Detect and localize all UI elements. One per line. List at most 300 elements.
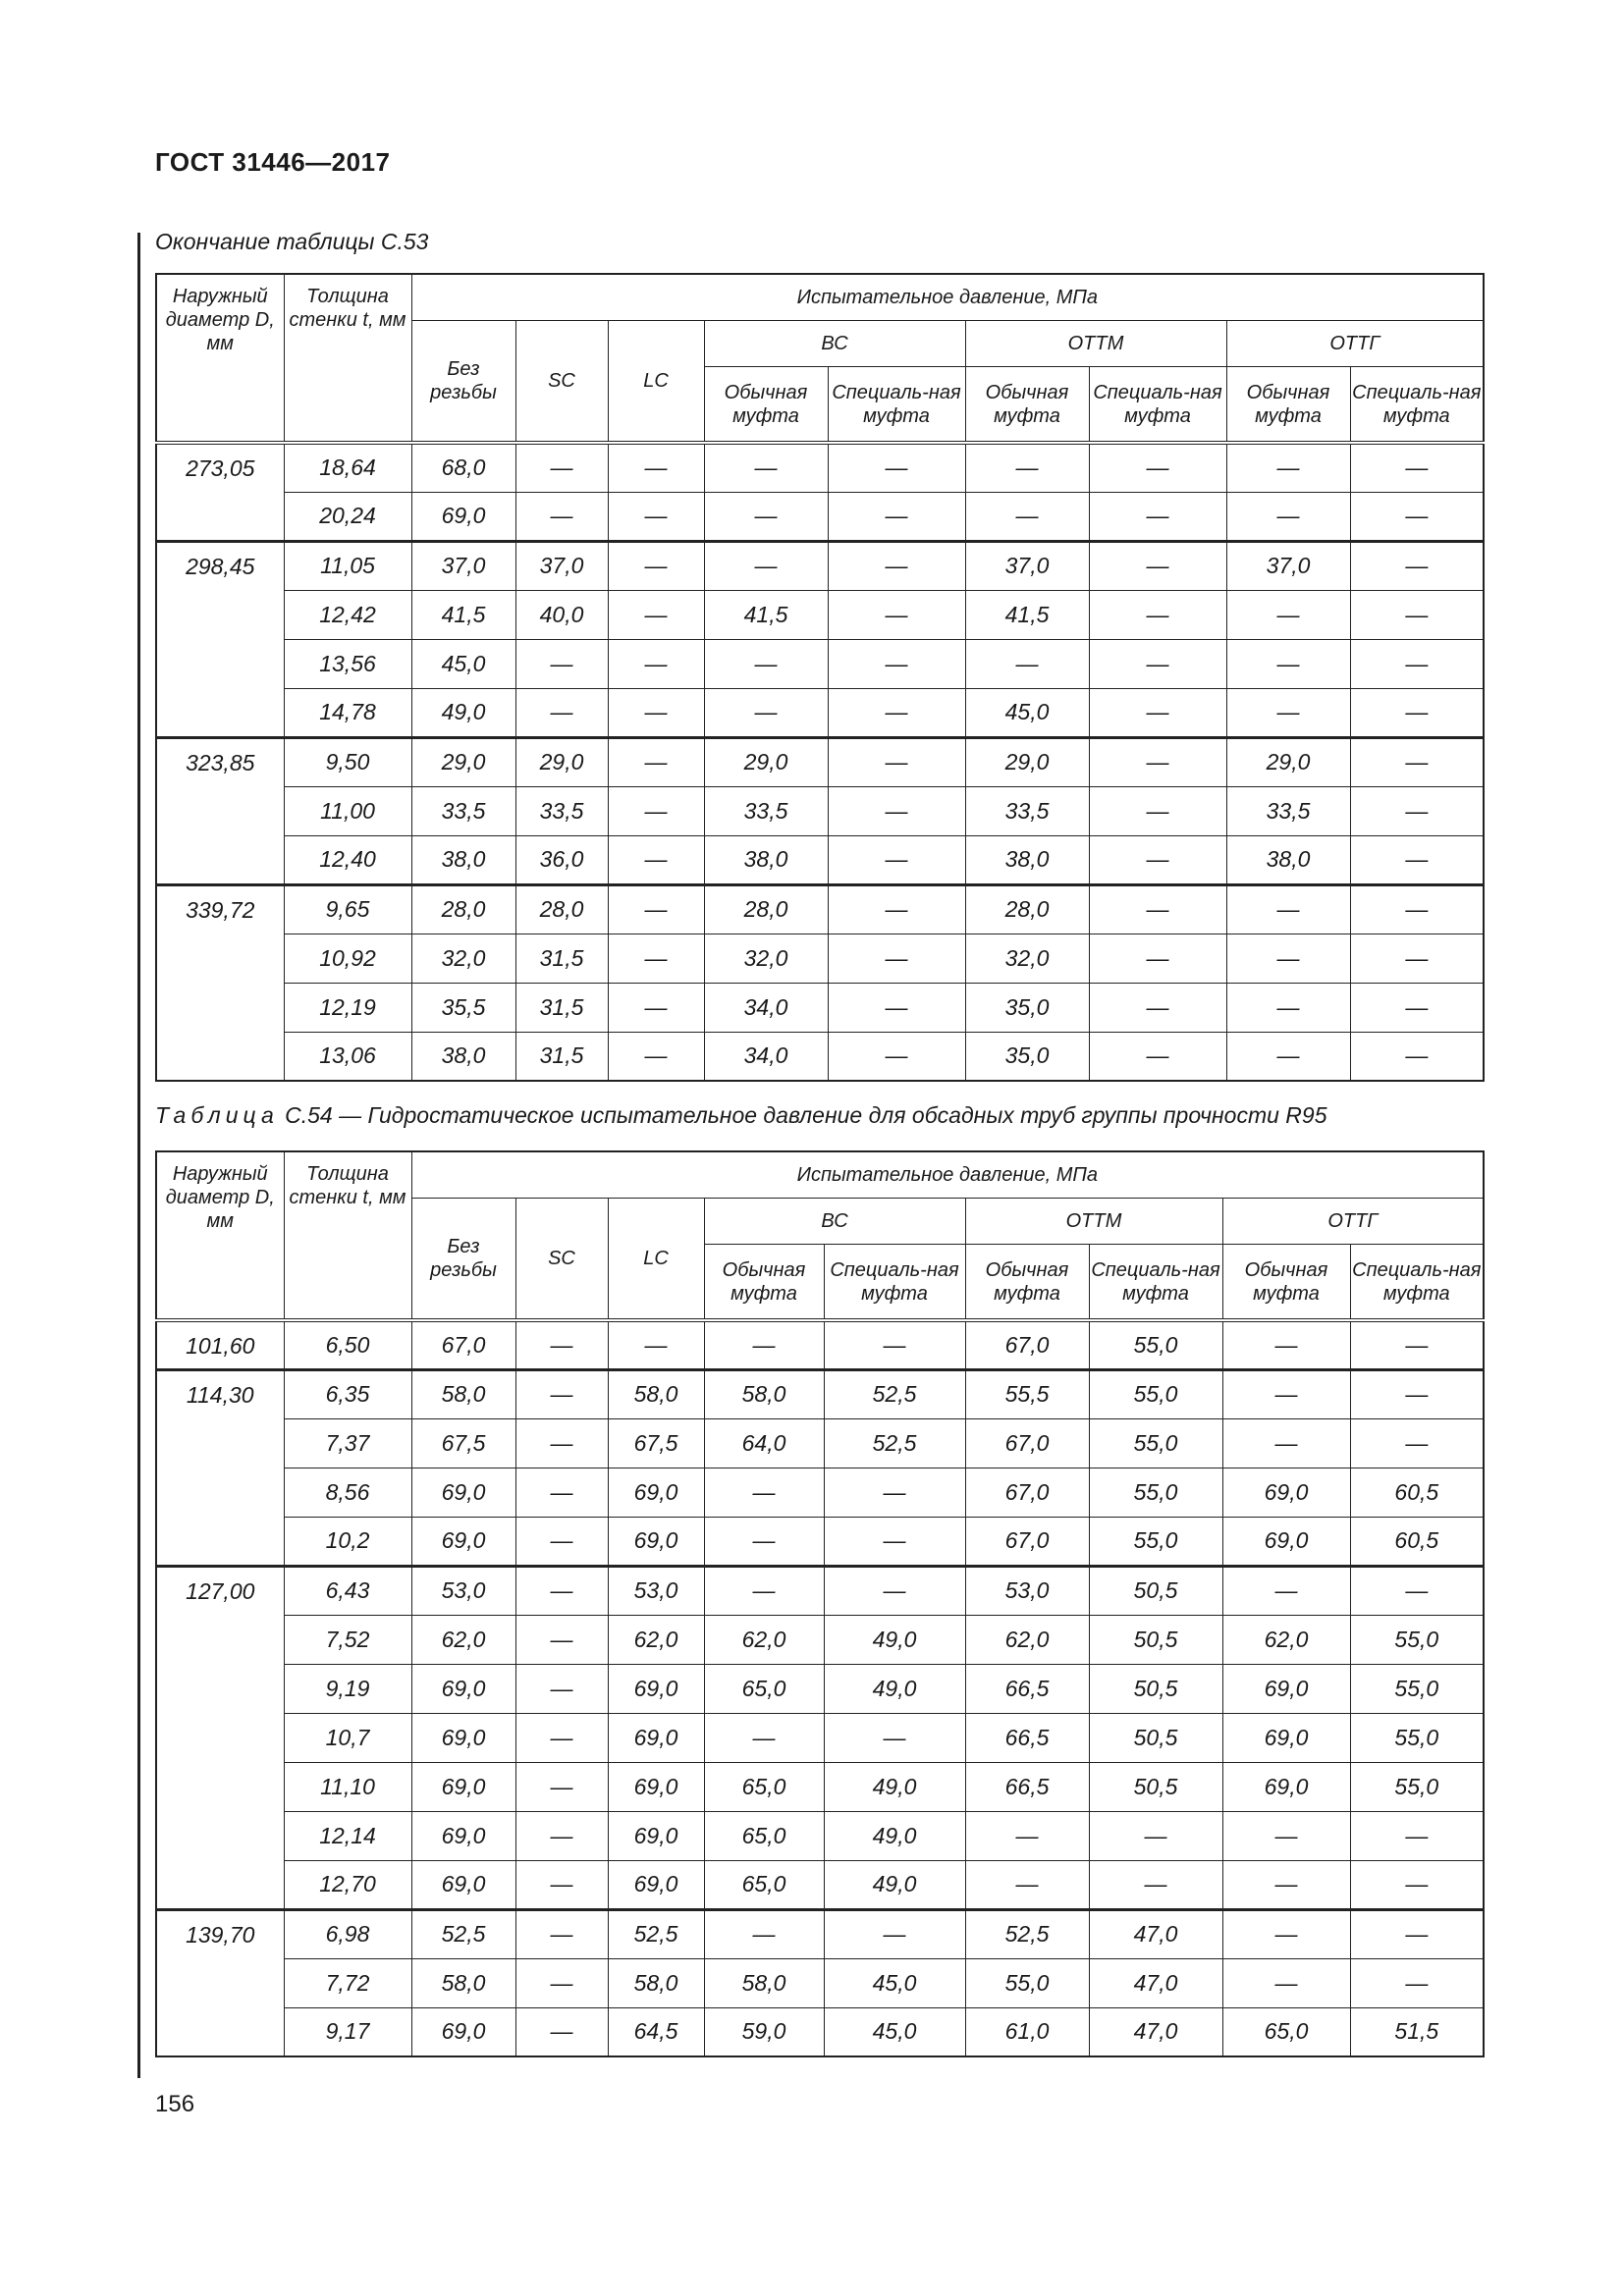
cell-ottm-special: — [1089, 590, 1226, 639]
cell-ottm-regular: 62,0 [965, 1615, 1089, 1664]
cell-ottg-regular: — [1226, 934, 1350, 983]
cell-sc: — [515, 1713, 608, 1762]
cell-ottg-regular: 33,5 [1226, 786, 1350, 835]
table-row [156, 492, 1484, 541]
cell-plain-end: 38,0 [411, 1032, 515, 1081]
cell-ottm-regular: 41,5 [965, 590, 1089, 639]
cell-ottg-special: — [1350, 688, 1484, 737]
cell-plain-end: 69,0 [411, 1860, 515, 1909]
cell-wall-thickness: 13,56 [284, 639, 411, 688]
cell-sc: 29,0 [515, 737, 608, 786]
cell-ottm-regular: 55,0 [965, 1958, 1089, 2007]
cell-ottm-regular: 28,0 [965, 884, 1089, 934]
cell-bc-special: 52,5 [824, 1418, 965, 1468]
cell-plain-end: 69,0 [411, 492, 515, 541]
table-row [156, 1958, 1484, 2007]
cell-wall-thickness: 10,7 [284, 1713, 411, 1762]
cell-ottm-special: 50,5 [1089, 1566, 1222, 1615]
cell-bc-special: — [828, 541, 965, 590]
header-lc: LC [608, 321, 704, 444]
cell-plain-end: 58,0 [411, 1369, 515, 1418]
cell-plain-end: 69,0 [411, 1517, 515, 1566]
cell-sc: 40,0 [515, 590, 608, 639]
cell-ottg-special: — [1350, 1860, 1484, 1909]
cell-plain-end: 28,0 [411, 884, 515, 934]
cell-ottg-special: — [1350, 541, 1484, 590]
cell-ottm-special: 55,0 [1089, 1418, 1222, 1468]
cell-bc-regular: 34,0 [704, 983, 828, 1032]
cell-sc: — [515, 688, 608, 737]
cell-ottg-regular: 69,0 [1222, 1713, 1350, 1762]
table-row [156, 443, 1484, 492]
header-ottm: ОТТМ [965, 321, 1226, 367]
cell-ottm-regular: — [965, 1811, 1089, 1860]
cell-ottm-special: — [1089, 983, 1226, 1032]
cell-ottm-special: — [1089, 1032, 1226, 1081]
cell-lc: — [608, 983, 704, 1032]
header-ottm-regular: Обычная муфта [965, 367, 1089, 444]
header-plain-end: Без резьбы [411, 321, 515, 444]
cell-bc-regular: 34,0 [704, 1032, 828, 1081]
cell-bc-special: — [828, 983, 965, 1032]
cell-ottg-regular: — [1226, 492, 1350, 541]
cell-ottm-special: — [1089, 1811, 1222, 1860]
cell-sc: — [515, 1664, 608, 1713]
cell-bc-special: — [828, 639, 965, 688]
cell-bc-special: 49,0 [824, 1615, 965, 1664]
header-bc: ВС [704, 321, 965, 367]
cell-ottm-special: — [1089, 884, 1226, 934]
cell-ottm-special: 50,5 [1089, 1762, 1222, 1811]
cell-ottm-special: 55,0 [1089, 1468, 1222, 1517]
cell-sc: — [515, 1468, 608, 1517]
cell-ottm-special: 50,5 [1089, 1615, 1222, 1664]
cell-wall-thickness: 6,98 [284, 1909, 411, 1958]
cell-ottm-special: — [1089, 688, 1226, 737]
cell-ottm-special: 55,0 [1089, 1320, 1222, 1369]
cell-ottm-regular: 45,0 [965, 688, 1089, 737]
table-row [156, 688, 1484, 737]
table-row [156, 1468, 1484, 1517]
cell-wall-thickness: 7,37 [284, 1418, 411, 1468]
header-ottg-regular: Обычная муфта [1222, 1245, 1350, 1321]
cell-lc: 69,0 [608, 1664, 704, 1713]
cell-ottg-special: — [1350, 737, 1484, 786]
cell-ottg-special: — [1350, 1909, 1484, 1958]
cell-ottg-regular: — [1222, 1320, 1350, 1369]
cell-sc: — [515, 1958, 608, 2007]
cell-wall-thickness: 9,19 [284, 1664, 411, 1713]
cell-outer-diameter: 273,05 [156, 443, 284, 541]
cell-ottm-regular: 29,0 [965, 737, 1089, 786]
cell-ottm-special: 55,0 [1089, 1369, 1222, 1418]
cell-bc-regular: — [704, 1713, 824, 1762]
cell-wall-thickness: 13,06 [284, 1032, 411, 1081]
cell-lc: — [608, 639, 704, 688]
cell-bc-special: — [828, 688, 965, 737]
cell-wall-thickness: 11,10 [284, 1762, 411, 1811]
cell-outer-diameter: 339,72 [156, 884, 284, 1081]
cell-lc: — [608, 1320, 704, 1369]
cell-sc: 31,5 [515, 934, 608, 983]
cell-wall-thickness: 20,24 [284, 492, 411, 541]
cell-ottg-special: — [1350, 1566, 1484, 1615]
cell-ottm-special: — [1089, 639, 1226, 688]
cell-plain-end: 58,0 [411, 1958, 515, 2007]
header-ottm-regular: Обычная муфта [965, 1245, 1089, 1321]
cell-ottg-special: — [1350, 1032, 1484, 1081]
cell-bc-regular: 38,0 [704, 835, 828, 884]
cell-ottg-special: — [1350, 1369, 1484, 1418]
cell-bc-regular: 65,0 [704, 1860, 824, 1909]
cell-ottm-special: — [1089, 835, 1226, 884]
cell-bc-special: — [824, 1909, 965, 1958]
header-ottm-special: Специаль-ная муфта [1089, 367, 1226, 444]
cell-outer-diameter: 139,70 [156, 1909, 284, 2056]
cell-bc-regular: — [704, 1468, 824, 1517]
cell-sc: 36,0 [515, 835, 608, 884]
cell-lc: 64,5 [608, 2007, 704, 2056]
cell-ottg-special: — [1350, 443, 1484, 492]
cell-bc-regular: 65,0 [704, 1811, 824, 1860]
table53-caption: Окончание таблицы С.53 [155, 229, 429, 254]
cell-ottm-special: — [1089, 541, 1226, 590]
cell-bc-special: 49,0 [824, 1860, 965, 1909]
cell-ottm-regular: 67,0 [965, 1320, 1089, 1369]
cell-bc-special: — [828, 835, 965, 884]
cell-plain-end: 68,0 [411, 443, 515, 492]
header-wall-thickness: Толщина стенки t, мм [284, 1151, 411, 1320]
cell-bc-regular: 32,0 [704, 934, 828, 983]
cell-sc: 28,0 [515, 884, 608, 934]
cell-plain-end: 29,0 [411, 737, 515, 786]
cell-ottg-special: 60,5 [1350, 1468, 1484, 1517]
cell-wall-thickness: 7,52 [284, 1615, 411, 1664]
cell-sc: — [515, 492, 608, 541]
cell-bc-special: — [824, 1468, 965, 1517]
cell-ottm-regular: 55,5 [965, 1369, 1089, 1418]
cell-plain-end: 38,0 [411, 835, 515, 884]
cell-bc-regular: — [704, 1320, 824, 1369]
table-c53 [155, 273, 1485, 1082]
header-ottm-special: Специаль-ная муфта [1089, 1245, 1222, 1321]
cell-sc: — [515, 1517, 608, 1566]
cell-lc: 52,5 [608, 1909, 704, 1958]
cell-lc: — [608, 1032, 704, 1081]
cell-bc-regular: — [704, 492, 828, 541]
cell-outer-diameter: 127,00 [156, 1566, 284, 1909]
cell-ottg-special: 55,0 [1350, 1664, 1484, 1713]
cell-bc-special: 45,0 [824, 2007, 965, 2056]
cell-ottg-regular: 29,0 [1226, 737, 1350, 786]
cell-ottg-special: — [1350, 1958, 1484, 2007]
cell-wall-thickness: 18,64 [284, 443, 411, 492]
cell-wall-thickness: 7,72 [284, 1958, 411, 2007]
cell-sc: — [515, 1369, 608, 1418]
cell-bc-regular: — [704, 1566, 824, 1615]
cell-ottm-special: — [1089, 492, 1226, 541]
cell-ottm-special: — [1089, 786, 1226, 835]
cell-bc-special: — [824, 1517, 965, 1566]
cell-plain-end: 32,0 [411, 934, 515, 983]
cell-sc: — [515, 443, 608, 492]
table-row [156, 934, 1484, 983]
cell-plain-end: 69,0 [411, 1664, 515, 1713]
cell-bc-special: 52,5 [824, 1369, 965, 1418]
page-number: 156 [155, 2091, 195, 2117]
table-row [156, 1909, 1484, 1958]
cell-lc: 58,0 [608, 1958, 704, 2007]
header-lc: LC [608, 1199, 704, 1321]
cell-lc: 69,0 [608, 1811, 704, 1860]
table-row [156, 1320, 1484, 1369]
header-sc: SC [515, 1199, 608, 1321]
cell-lc: — [608, 835, 704, 884]
cell-wall-thickness: 6,50 [284, 1320, 411, 1369]
cell-bc-special: — [828, 934, 965, 983]
header-outer-diameter: Наружный диаметр D, мм [156, 274, 284, 443]
cell-bc-special: — [828, 590, 965, 639]
table-row [156, 1713, 1484, 1762]
cell-wall-thickness: 10,2 [284, 1517, 411, 1566]
table-row [156, 1762, 1484, 1811]
cell-ottg-regular: 69,0 [1222, 1468, 1350, 1517]
cell-bc-regular: 29,0 [704, 737, 828, 786]
cell-bc-regular: 59,0 [704, 2007, 824, 2056]
table-row [156, 1811, 1484, 1860]
cell-wall-thickness: 12,42 [284, 590, 411, 639]
cell-bc-regular: 64,0 [704, 1418, 824, 1468]
cell-bc-regular: — [704, 541, 828, 590]
table-c54 [155, 1150, 1485, 2057]
cell-wall-thickness: 12,40 [284, 835, 411, 884]
table-row [156, 835, 1484, 884]
cell-lc: 69,0 [608, 1860, 704, 1909]
cell-ottm-special: 50,5 [1089, 1713, 1222, 1762]
cell-sc: 31,5 [515, 983, 608, 1032]
cell-plain-end: 49,0 [411, 688, 515, 737]
cell-ottg-special: — [1350, 1320, 1484, 1369]
cell-ottm-regular: 35,0 [965, 983, 1089, 1032]
table-row [156, 737, 1484, 786]
cell-wall-thickness: 12,14 [284, 1811, 411, 1860]
cell-ottm-regular: 67,0 [965, 1468, 1089, 1517]
cell-plain-end: 52,5 [411, 1909, 515, 1958]
cell-sc: — [515, 1418, 608, 1468]
header-wall-thickness: Толщина стенки t, мм [284, 274, 411, 443]
cell-plain-end: 67,0 [411, 1320, 515, 1369]
cell-ottm-regular: 38,0 [965, 835, 1089, 884]
cell-lc: — [608, 884, 704, 934]
cell-ottg-special: — [1350, 1418, 1484, 1468]
cell-wall-thickness: 9,50 [284, 737, 411, 786]
cell-plain-end: 41,5 [411, 590, 515, 639]
cell-ottg-regular: 62,0 [1222, 1615, 1350, 1664]
cell-outer-diameter: 323,85 [156, 737, 284, 884]
header-bc: ВС [704, 1199, 965, 1245]
cell-wall-thickness: 8,56 [284, 1468, 411, 1517]
cell-plain-end: 69,0 [411, 2007, 515, 2056]
header-bc-special: Специаль-ная муфта [824, 1245, 965, 1321]
cell-bc-regular: 41,5 [704, 590, 828, 639]
cell-sc: — [515, 1909, 608, 1958]
cell-plain-end: 62,0 [411, 1615, 515, 1664]
cell-ottm-regular: — [965, 1860, 1089, 1909]
cell-ottg-regular: 69,0 [1222, 1664, 1350, 1713]
cell-sc: — [515, 1860, 608, 1909]
cell-wall-thickness: 12,70 [284, 1860, 411, 1909]
cell-ottm-special: 47,0 [1089, 2007, 1222, 2056]
cell-ottg-special: — [1350, 934, 1484, 983]
cell-lc: 69,0 [608, 1713, 704, 1762]
cell-ottg-regular: 38,0 [1226, 835, 1350, 884]
cell-sc: — [515, 1615, 608, 1664]
table-row [156, 639, 1484, 688]
cell-lc: 69,0 [608, 1517, 704, 1566]
cell-ottm-regular: 61,0 [965, 2007, 1089, 2056]
cell-sc: — [515, 1566, 608, 1615]
cell-ottm-regular: 67,0 [965, 1418, 1089, 1468]
cell-lc: — [608, 934, 704, 983]
header-bc-special: Специаль-ная муфта [828, 367, 965, 444]
cell-ottm-regular: 66,5 [965, 1664, 1089, 1713]
cell-wall-thickness: 11,00 [284, 786, 411, 835]
table54-caption-text: С.54 — Гидростатическое испытательное давление для обсадных труб группы прочности R95 [278, 1102, 1327, 1128]
cell-ottg-special: 51,5 [1350, 2007, 1484, 2056]
cell-sc: 33,5 [515, 786, 608, 835]
cell-wall-thickness: 6,35 [284, 1369, 411, 1418]
table54-body [156, 1320, 1484, 2056]
cell-lc: — [608, 492, 704, 541]
header-ottg-special: Специаль-ная муфта [1350, 1245, 1484, 1321]
cell-plain-end: 45,0 [411, 639, 515, 688]
cell-ottg-special: — [1350, 492, 1484, 541]
table-row [156, 2007, 1484, 2056]
cell-plain-end: 67,5 [411, 1418, 515, 1468]
cell-ottg-special: — [1350, 590, 1484, 639]
cell-bc-regular: — [704, 1909, 824, 1958]
table-row [156, 1615, 1484, 1664]
cell-ottg-regular: — [1226, 688, 1350, 737]
cell-ottm-regular: 66,5 [965, 1762, 1089, 1811]
table-row [156, 983, 1484, 1032]
header-plain-end: Без резьбы [411, 1199, 515, 1321]
table54-caption [155, 1102, 1327, 1129]
revision-margin-bar [137, 233, 140, 2078]
cell-ottg-regular: — [1222, 1811, 1350, 1860]
cell-ottm-regular: 35,0 [965, 1032, 1089, 1081]
cell-ottg-regular: — [1222, 1369, 1350, 1418]
cell-lc: — [608, 443, 704, 492]
table-row [156, 884, 1484, 934]
cell-ottg-regular: — [1222, 1958, 1350, 2007]
cell-bc-regular: 58,0 [704, 1369, 824, 1418]
table-row [156, 541, 1484, 590]
cell-lc: — [608, 590, 704, 639]
table-row [156, 1418, 1484, 1468]
cell-lc: — [608, 541, 704, 590]
cell-ottm-regular: 53,0 [965, 1566, 1089, 1615]
cell-sc: — [515, 1811, 608, 1860]
cell-ottm-regular: 32,0 [965, 934, 1089, 983]
cell-bc-special: — [828, 737, 965, 786]
header-ottg-regular: Обычная муфта [1226, 367, 1350, 444]
cell-bc-special: — [824, 1566, 965, 1615]
table53-body [156, 443, 1484, 1081]
table-row [156, 1566, 1484, 1615]
cell-bc-regular: 58,0 [704, 1958, 824, 2007]
cell-ottg-regular: — [1226, 639, 1350, 688]
cell-ottm-regular: 37,0 [965, 541, 1089, 590]
cell-sc: — [515, 1320, 608, 1369]
cell-wall-thickness: 11,05 [284, 541, 411, 590]
cell-bc-special: — [824, 1713, 965, 1762]
cell-plain-end: 33,5 [411, 786, 515, 835]
cell-bc-regular: — [704, 639, 828, 688]
cell-ottg-regular: 65,0 [1222, 2007, 1350, 2056]
cell-wall-thickness: 9,65 [284, 884, 411, 934]
cell-wall-thickness: 10,92 [284, 934, 411, 983]
header-ottm: ОТТМ [965, 1199, 1222, 1245]
cell-plain-end: 69,0 [411, 1811, 515, 1860]
cell-lc: 62,0 [608, 1615, 704, 1664]
cell-wall-thickness: 6,43 [284, 1566, 411, 1615]
cell-ottm-regular: — [965, 443, 1089, 492]
cell-lc: — [608, 737, 704, 786]
cell-bc-special: — [828, 492, 965, 541]
cell-lc: — [608, 786, 704, 835]
header-sc: SC [515, 321, 608, 444]
cell-bc-special: 49,0 [824, 1762, 965, 1811]
cell-ottm-special: 47,0 [1089, 1958, 1222, 2007]
cell-ottg-regular: 69,0 [1222, 1517, 1350, 1566]
cell-lc: — [608, 688, 704, 737]
cell-wall-thickness: 9,17 [284, 2007, 411, 2056]
cell-bc-regular: 65,0 [704, 1664, 824, 1713]
cell-ottg-regular: 69,0 [1222, 1762, 1350, 1811]
table-row [156, 1664, 1484, 1713]
table-row [156, 786, 1484, 835]
cell-ottg-special: 55,0 [1350, 1713, 1484, 1762]
cell-bc-regular: — [704, 1517, 824, 1566]
cell-bc-regular: 28,0 [704, 884, 828, 934]
cell-ottg-special: 55,0 [1350, 1615, 1484, 1664]
table-row [156, 1369, 1484, 1418]
cell-bc-regular: — [704, 443, 828, 492]
header-outer-diameter: Наружный диаметр D, мм [156, 1151, 284, 1320]
cell-ottm-regular: — [965, 492, 1089, 541]
cell-ottg-regular: — [1222, 1909, 1350, 1958]
cell-ottg-special: — [1350, 786, 1484, 835]
cell-plain-end: 69,0 [411, 1762, 515, 1811]
header-ottg: ОТТГ [1222, 1199, 1484, 1245]
cell-ottg-special: — [1350, 1811, 1484, 1860]
cell-bc-regular: — [704, 688, 828, 737]
cell-bc-special: 49,0 [824, 1664, 965, 1713]
cell-plain-end: 69,0 [411, 1713, 515, 1762]
cell-outer-diameter: 298,45 [156, 541, 284, 737]
header-test-pressure: Испытательное давление, МПа [411, 1151, 1484, 1199]
cell-ottm-special: — [1089, 737, 1226, 786]
table54-caption-label: Таблица [155, 1102, 279, 1128]
header-ottg-special: Специаль-ная муфта [1350, 367, 1484, 444]
cell-lc: 69,0 [608, 1468, 704, 1517]
header-test-pressure: Испытательное давление, МПа [411, 274, 1484, 321]
cell-bc-special: — [824, 1320, 965, 1369]
cell-ottm-regular: 66,5 [965, 1713, 1089, 1762]
cell-ottm-regular: 67,0 [965, 1517, 1089, 1566]
cell-outer-diameter: 101,60 [156, 1320, 284, 1369]
